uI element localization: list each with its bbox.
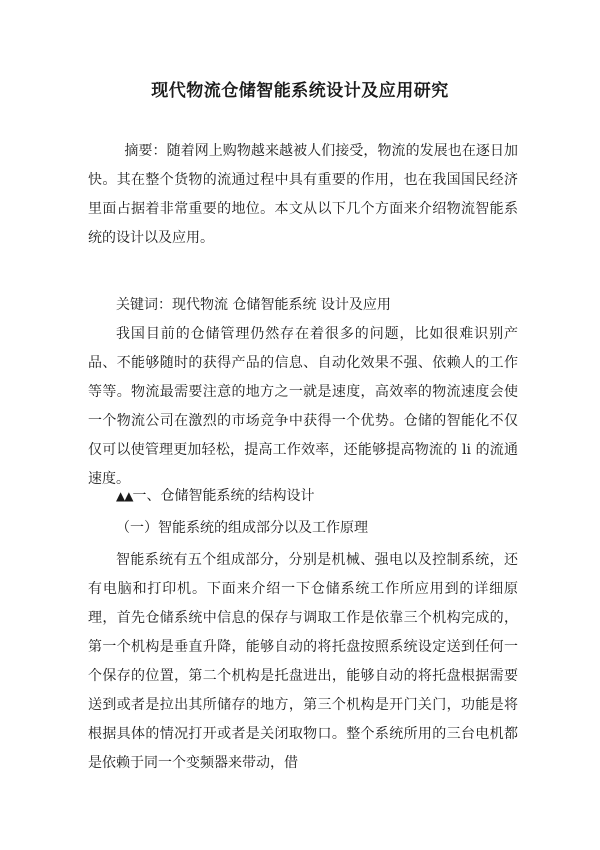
body-paragraph: 智能系统有五个组成部分，分别是机械、强电以及控制系统，还有电脑和打印机。下面来介绍一下仓储系统工作所应用到的详细原理，首先仓储系统中信息的保存与调取工作是依靠三个机构完成的，第一个机构是垂直升降，能够自动的将托盘按照系统设定送到任何一个保存的位置，第二个机构是托盘进出，能够自动的将托盘根据需要送到或者是拉出其所储存的地方，第三个机构是开门关门，功能是将根据具体的情况打开或者是关闭取物口。整个系统所用的三台电机都是依赖于同一个变频器来带动，借 xyxy=(88,552,518,771)
abstract-paragraph: 摘要：随着网上购物越来越被人们接受，物流的发展也在逐日加快。其在整个货物的流通过程中具有重要的作用，也在我国国民经济里面占据着非常重要的地位。本文从以下几个方面来介绍物流智能系统的设计以及应用。 xyxy=(88,143,518,246)
subsection-heading: （一）智能系统的组成部分以及工作原理 xyxy=(116,520,368,536)
section-heading-text: 一、仓储智能系统的结构设计 xyxy=(132,488,315,504)
triangle-marker-icon: ▲▲ xyxy=(116,489,133,503)
keywords-line: 关键词：现代物流 仓储智能系统 设计及应用 xyxy=(116,297,391,313)
document-title: 现代物流仓储智能系统设计及应用研究 xyxy=(151,81,449,101)
section-heading xyxy=(88,482,518,511)
intro-paragraph: 我国目前的仓储管理仍然存在着很多的问题，比如很难识别产品、不能够随时的获得产品的信息、自动化效果不强、依赖人的工作等等。物流最需要注意的地方之一就是速度，高效率的物流速度会使一个物流公司在激烈的市场竞争中获得一个优势。仓储的智能化不仅仅可以使管理更加轻松，提高工作效率，还能够提高物流的 li 的流通速度。 xyxy=(88,326,518,487)
